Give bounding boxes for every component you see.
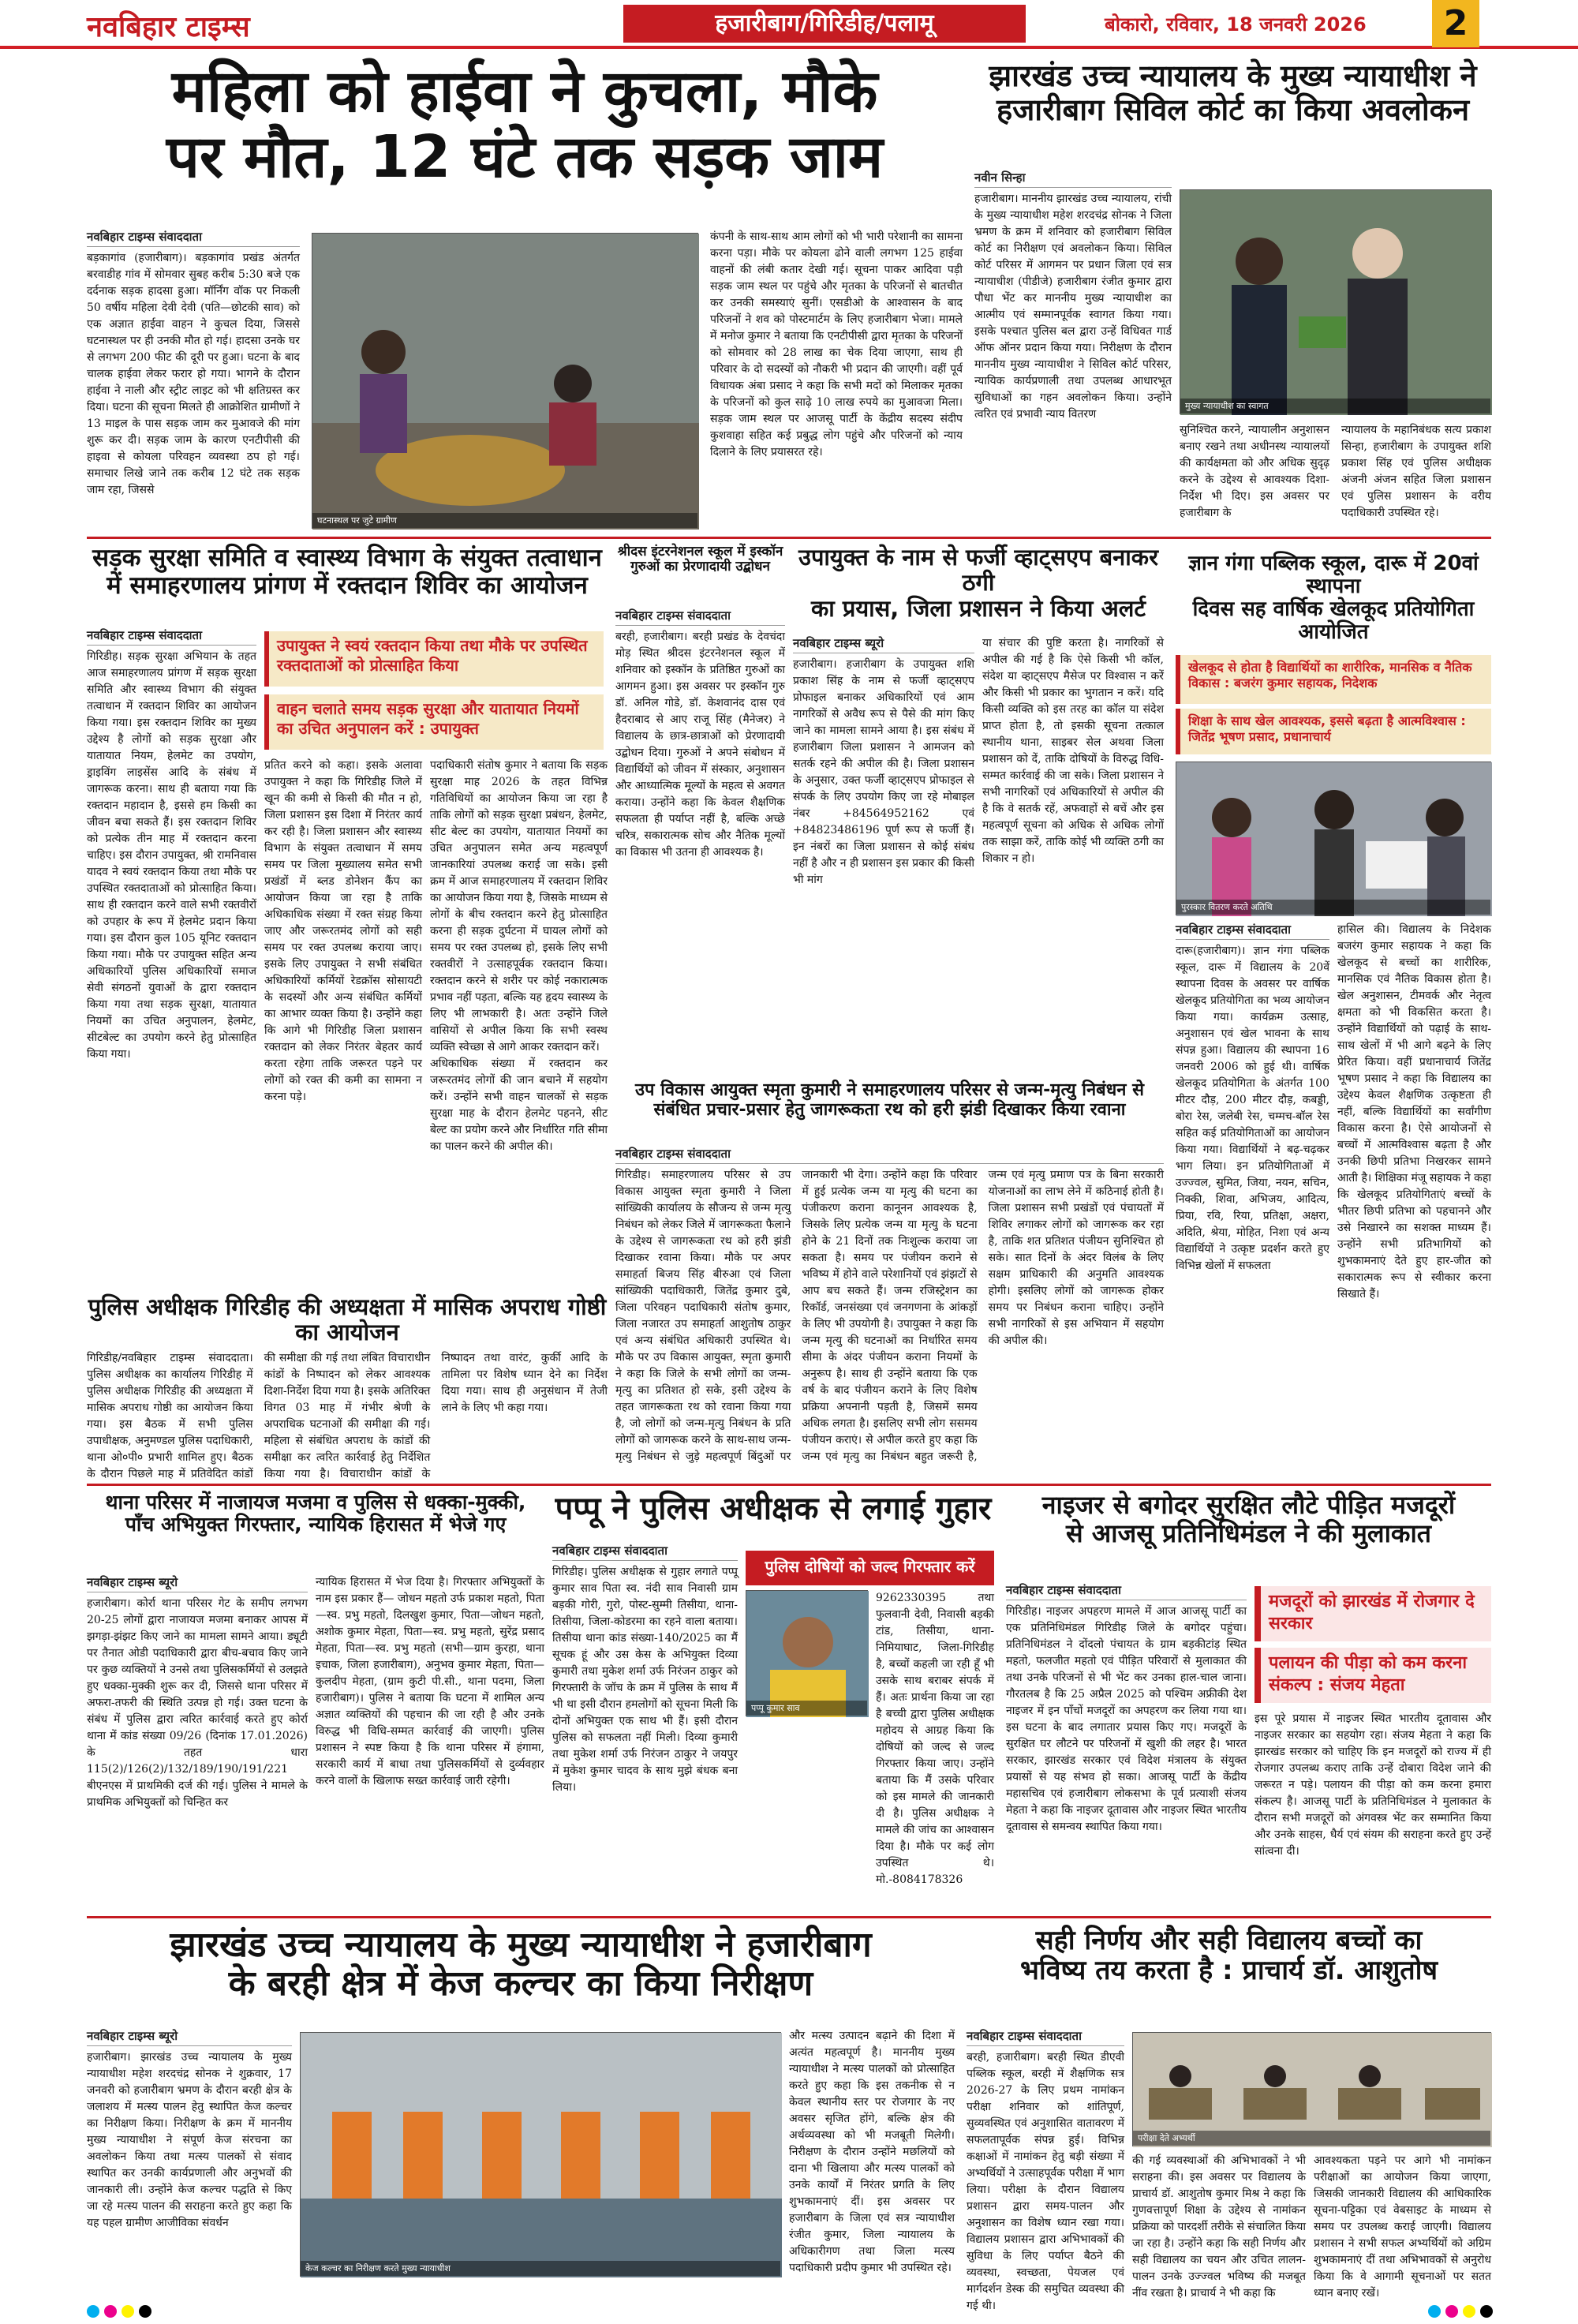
masthead [0,0,1578,49]
jnm-columns [615,1167,1164,1475]
divider [87,1916,1491,1918]
naizar-body-col1: गिरिडीह। नाइजर अपहरण मामले में आज आजसू पार्टी का एक प्रतिनिधिमंडल गिरिडीह जिले के बगोदर पहुंचा। प्रतिनिधिमंडल ने दोंदलो पंचायत के ग्राम बड़कीटांड़ स्थित महतो, फलजीत महतो एवं पीड़ित परिवारों से मुलाकात की तथा उनके परिजनों से भी भेंट कर उनका हाल-चाल जाना। गौरतलब है कि 25 अप्रैल 2025 को पश्चिम अफ्रीकी देश नाइजर में इन पाँचों मजदूरों का अपहरण कर लिया गया था। इस घटना के बाद लगातार प्रयास किए गए। मजदूरों के सुरक्षित घर लौटने पर परिजनों में खुशी की लहर है। भारत सरकार, झारखंड सरकार एवं विदेश मंत्रालय के संयुक्त प्रयासों से यह संभव हो सका। आजसू पार्टी के केंद्रीय महासचिव एवं हजारीबाग लोकसभा के पूर्व प्रत्याशी संजय मेहता ने कहा कि नाइजर दूतावास और नाइजर स्थित भारतीय दूतावास से समन्वय स्थापित किया गया। [1006,1605,1247,1833]
school-col3 [1314,2153,1491,2300]
police-station-col2 [316,1574,544,1910]
pappu-subhead: पुलिस दोषियों को जल्द गिरफ्तार करें [746,1551,994,1585]
police-station-col1 [87,1574,308,1910]
pappu-headline [552,1491,994,1543]
pappu-col1 [552,1543,738,1910]
jnm-headline [615,1081,1164,1144]
gyan-ganga-highlight-2: शिक्षा के साथ खेल आवश्यक, इससे बढ़ता है आत्मविश्वास : जितेंद्र भूषण प्रसाद, प्रधानाचार्य [1176,709,1491,754]
lead-headline [87,59,963,217]
jnm-body-col3: उपायुक्त ने कहा कि जन्म मृत्यु की घटनाओं का निर्धारित समय सीमा के अंदर पंजीयन कराना नियमों के अनुरूप है। साथ ही उन्होंने बताया कि एक वर्ष के बाद पंजीयन कराने के लिए विशेष प्रक्रिया अपनानी पड़ती है, जिसमें समय अधिक लगता है। इसलिए सभी लोग ससमय पंजीयन कराएं। [802,1318,978,1446]
lead-col1 [87,229,300,529]
police-station-body-col1: हजारीबाग। कोर्रा थाना परिसर गेट के समीप लगभग 20-25 लोगों द्वारा नाजायज मजमा बनाकर आपस में झगड़ा-झंझट किए जाने का मामला सामने आया। ड्यूटी पर तैनात ओडी पदाधिकारी द्वारा बीच-बचाव किए जाने पर कुछ व्यक्तियों ने उनसे तथा पुलिसकर्मियों से उलझते हुए धक्का-मुक्की शुरू कर दी, जिससे थाना परिसर में अफरा-तफरी की स्थिति उत्पन्न हो गई। उक्त घटना के संबंध में पुलिस द्वारा त्वरित कार्रवाई करते हुए कोर्रा थाना में कांड संख्या 09/26 (दिनांक 17.01.2026) के तहत धारा 115(2)/126(2)/132/189/190/191/221 बीएनएस में प्राथमिकी दर्ज की गई। पुलिस ने मामले के प्राथमिक अभियुक्तों को चिन्हित कर [87,1597,308,1809]
gyan-ganga-body-col2: हासिल की। विद्यालय के निदेशक बजरंग कुमार सहायक ने कहा कि खेलकूद से बच्चों का शारीरिक, मानसिक एवं नैतिक विकास होता है। खेल अनुशासन, टीमवर्क और नेतृत्व क्षमता को भी विकसित करता है। उन्होंने विद्यार्थियों को पढ़ाई के साथ-साथ खेलों में भी आगे बढ़ने के लिए प्रेरित किया। वहीं प्रधानाचार्य जितेंद्र भूषण प्रसाद ने कहा कि विद्यालय का उद्देश्य केवल शैक्षणिक उत्कृष्टता ही नहीं, बल्कि विद्यार्थियों का सर्वांगीण विकास करना है। ऐसे आयोजनों से बच्चों में आत्मविश्वास बढ़ता है और उनकी छिपी प्रतिभा निखरकर सामने आती है। शिक्षिका मंजू सहायक ने कहा कि खेलकूद प्रतियोगिताएं बच्चों के भीतर छिपी प्रतिभा को पहचानने और उसे निखारने का सशक्त माध्यम हैं। उन्होंने सभी प्रतिभागियों को शुभकामनाएं देते हुए हार-जीत को सकारात्मक रूप से स्वीकार करना सिखाते हैं। [1337,923,1491,1300]
hc-bottom-photo [300,2032,781,2277]
crime-meeting [87,1294,608,1480]
gyan-ganga-photo-caption: पुरस्कार वितरण करते अतिथि [1176,900,1490,915]
lead-byline: नवबिहार टाइम्स संवाददाता [87,229,300,247]
naizar-headline-line1: नाइजर से बगोदर सुरक्षित लौटे पीड़ित मजदूरों [1041,1490,1456,1520]
pappu-photo [746,1590,868,1716]
naizar-byline: नवबिहार टाइम्स संवाददाता [1006,1582,1247,1600]
blood-camp-highlight-1: उपायुक्त ने स्वयं रक्तदान किया तथा मौके पर उपस्थित रक्तदाताओं को प्रोत्साहित किया [264,631,604,687]
hc-bottom-body-col2: और मत्स्य उत्पादन बढ़ाने की दिशा में अत्यंत महत्वपूर्ण है। माननीय मुख्य न्यायाधीश ने मत्स्य पालकों को प्रोत्साहित करते हुए कहा कि इस तकनीक से न केवल स्थानीय स्तर पर रोजगार के नए अवसर सृजित होंगे, बल्कि क्षेत्र की अर्थव्यवस्था को भी मजबूती मिलेगी। निरीक्षण के दौरान उन्होंने मछलियों को दाना भी खिलाया और मत्स्य पालकों को उनके कार्यों में निरंतर प्रगति के लिए शुभकामनाएं दीं। इस अवसर पर हजारीबाग के जिला एवं सत्र न्यायाधीश रंजीत कुमार, जिला न्यायालय के अधिकारीगण तथा जिला मत्स्य पदाधिकारी प्रदीप कुमार भी उपस्थित रहे। [789,2030,955,2274]
iskcon-byline: नवबिहार टाइम्स संवाददाता [615,608,785,626]
fake-whatsapp-col1 [793,635,974,1081]
police-station-headline [87,1491,544,1578]
jnm-body-col4: से अपील करते हुए कहा कि जन्म एवं मृत्यु का निबंधन बहुत जरूरी है, जन्म एवं मृत्यु प्रमाण पत्र के बिना सरकारी योजनाओं का लाभ लेने में कठिनाई होती है। जिला प्रशासन सभी प्रखंडों एवं पंचायतों में शिविर लगाकर लोगों को जागरूक कर रहा है, ताकि शत प्रतिशत पंजीयन सुनिश्चित हो सके। [802,1169,1164,1463]
crime-meeting-headline: पुलिस अधीक्षक गिरिडीह की अध्यक्षता में मासिक अपराध गोष्ठी का आयोजन [88,1293,607,1346]
fake-whatsapp-byline: नवबिहार टाइम्स ब्यूरो [793,635,974,653]
hc-top-headline-line2: हजारीबाग सिविल कोर्ट का किया अवलोकन [996,92,1470,127]
blood-camp-headline [87,545,608,623]
hc-bottom-photo-caption: केज कल्चर का निरीक्षण करते मुख्य न्यायाधीश [301,2261,780,2276]
pappu-body-col1: गिरिडीह। पुलिस अधीक्षक से गुहार लगाते पप्पू कुमार साव पिता स्व. नंदी साव निवासी ग्राम बड़की गोरी, गुरो, पोस्ट-सुम्मी तिसीया, थाना-तिसीया, जिला-कोडरमा का रहने वाला बताया। तिसीया थाना कांड संख्या-140/2025 का मैं सूचक हूं और उस केस के अभियुक्त दिव्या कुमारी तथा मुकेश शर्मा उर्फ निरंजन ठाकुर को गिरफ्तारी के जॉच के क्रम में पुलिस के साथ मैं भी था इसी दौरान हमलोगों को सूचना मिली कि दोनों अभियुक्त एक साथ भी हैं। इसी दौरान पुलिस को सफलता नहीं मिली। दिव्या कुमारी तथा मुकेश शर्मा उर्फ निरंजन ठाकुर ने जयपुर में मुकेश कुमार चादव के साथ मुझे बंधक बना लिया। [552,1566,738,1794]
lead-col2 [710,229,963,529]
gyan-ganga-byline: नवबिहार टाइम्स संवाददाता [1176,922,1329,940]
iskcon-headline-line2: गुरुओं का प्रेरणादायी उद्बोधन [630,559,770,575]
iskcon-body [615,608,785,1081]
gyan-ganga-headline [1176,552,1491,647]
blood-camp-headline-line2: में समाहरणालय प्रांगण में रक्तदान शिविर का आयोजन [107,571,588,600]
blood-camp-body-col4: अधिकाधिक संख्या में रक्तदान कर जरूरतमंद लोगों की जान बचाने में सहयोग करें। उन्होंने सभी वाहन चालकों से सड़क सुरक्षा माह के दौरान हेलमेट पहनने, सीट बेल्ट का प्रयोग करने और निर्धारित गति सीमा का पालन करने की अपील की। [430,1057,608,1153]
hc-top-byline: नवीन सिन्हा [974,170,1172,188]
gyan-ganga-headline-line2: दिवस सह वार्षिक खेलकूद प्रतियोगिता आयोजित [1192,597,1475,645]
school-body-col2: की गई व्यवस्थाओं की अभिभावकों ने भी सराहना की। इस अवसर पर विद्यालय के प्राचार्य डॉ. आशुतोष कुमार मिश्र ने कहा कि गुणवत्तापूर्ण शिक्षा के उद्देश्य से नामांकन प्रक्रिया को पारदर्शी तरीके से संचालित किया जा रहा है। उन्होंने कहा कि सही निर्णय और सही विद्यालय का चयन और उचित लालन-पालन उनके उज्ज्वल भविष्य की मजबूत नींव रखता है। प्राचार्य ने भी कहा कि [1132,2154,1306,2300]
hc-bottom-photo-illustration [301,2033,782,2277]
fake-whatsapp-body-col2: या संचार की पुष्टि करता है। नागरिकों से अपील की गई है कि ऐसे किसी भी कॉल, संदेश या व्हाट्सएप मैसेज पर विश्वास न करें और किसी भी प्रकार का भुगतान न करें। यदि किसी व्यक्ति को इस तरह का कॉल या संदेश प्राप्त होता है, तो इसकी सूचना तत्काल स्थानीय थाना, साइबर सेल अथवा जिला प्रशासन को दें, ताकि दोषियों के विरुद्ध विधि-सम्मत कार्रवाई की जा सके। जिला प्रशासन ने सभी नागरिकों एवं अधिकारियों से अपील की है कि वे सतर्क रहें, अफवाहों से बचें और इस महत्वपूर्ण सूचना को अधिक से अधिक लोगों तक साझा करें, ताकि कोई भी व्यक्ति ठगी का शिकार न हो। [982,637,1164,865]
pappu-col2 [876,1590,994,1910]
lead-body-col2: कंपनी के साथ-साथ आम लोगों को भी भारी परेशानी का सामना करना पड़ा। मौके पर कोयला ढोने वाली लगभग 125 हाईवा वाहनों की लंबी कतार देखी गई। सूचना पाकर आदिवा पड़ी सड़क जाम स्थल पर पहुंचे और मृतका के परिजनों से बातचीत कर उनकी समस्याएं सुनीं। एसडीओ के आश्वासन के बाद परिजनों ने शव को पोस्टमार्टम के लिए हजारीबाग भेजा। मामले में मनोज कुमार ने बताया कि एनटीपीसी द्वारा मृतका के परिजनों को सोमवार को 28 लाख का चेक दिया जाएगा, साथ ही परिवार के दो सदस्यों को नौकरी भी प्रदान की जाएगी। वहीं पूर्व विधायक अंबा प्रसाद ने कहा कि सभी मदों को मिलाकर मृतका के परिजनों को कुल साढ़े 10 लाख रुपये का मुआवजा मिला। सड़क जाम स्थल पर आजसू पार्टी के केंद्रीय सदस्य संदीप कुशवाहा सहित कई प्रबुद्ध लोग पहुंचे और परिजनों को न्याय दिलाने के लिए प्रयासरत रहे। [710,230,963,458]
hc-bottom-headline-line2: के बरही क्षेत्र में केज कल्चर का किया निरीक्षण [228,1963,813,2004]
hc-bottom-headline [87,1925,955,2024]
hc-top-photo-caption: मुख्य न्यायाधीश का स्वागत [1180,399,1490,414]
hc-top-body-col3: न्यायालय के महानिबंधक सत्य प्रकाश सिन्हा, हजारीबाग के उपायुक्त शशि प्रकाश सिंह एवं पुलिस अधीक्षक अंजनी अंजन सहित जिला प्रशासन एवं पुलिस प्रशासन के वरीय पदाधिकारी उपस्थित रहे। [1341,424,1491,519]
divider [87,1484,1491,1486]
fake-whatsapp-headline-line2: का प्रयास, जिला प्रशासन ने किया अलर्ट [810,594,1146,622]
naizar-bullet-1: मजदूरों को झारखंड में रोजगार दे सरकार [1255,1586,1491,1641]
gyan-ganga-photo [1176,762,1491,915]
jnm-body-col1: गिरिडीह। समाहरणालय परिसर से उप विकास आयुक्त स्मृता कुमारी ने जिला सांख्यिकी कार्यालय के सौजन्य से जन्म मृत्यु निबंधन को लेकर जिले में जागरूकता फैलाने के उद्देश्य से जागरूकता रथ को हरी झंडी दिखाकर रवाना किया। मौके पर अपर समाहर्ता बिजय सिंह बीरुआ एवं जिला सांख्यिकी पदाधिकारी, जितेंद्र कुमार दुबे, जिला परिवहन पदाधिकारी संतोष कुमार, जिला नजारत उप समाहर्ता आशुतोष ठाकुर एवं अन्य संबंधित अधिकारी उपस्थित थे। मौके पर उप विकास आयुक्त, स्मृता कुमारी ने कहा कि जिले के सभी लोगों का जन्म-मृत्यु का प्रतिशत हो सके, इसी उद्देश्य के तहत जागरूकता रथ को रवाना किया गया है, जो लोगों को जन्म-मृत्यु निबंधन के प्रति [615,1169,791,1430]
hc-top-body-col2: सुनिश्चित करने, न्यायालीन अनुशासन बनाए रखने तथा अधीनस्थ न्यायालयों की कार्यक्षमता को और अधिक सुदृढ़ करने के उद्देश्य से आवश्यक दिशा-निर्देश भी दिए। इस अवसर पर हजारीबाग के [1180,424,1329,519]
lead-photo-caption: घटनास्थल पर जुटे ग्रामीण [312,513,697,528]
naizar-col2 [1255,1711,1491,1910]
naizar-body-col2: इस पूरे प्रयास में नाइजर स्थित भारतीय दूतावास और नाइजर सरकार का सहयोग रहा। संजय मेहता ने कहा कि झारखंड सरकार को चाहिए कि इन मजदूरों को राज्य में ही रोजगार उपलब्ध कराए ताकि उन्हें दोबारा विदेश जाने की जरूरत न पड़े। पलायन की पीड़ा को कम करना हमारा संकल्प है। आजसू पार्टी के प्रतिनिधिमंडल ने मुलाकात के दौरान सभी मजदूरों को अंगवस्त्र भेंट कर सम्मानित किया और उनके साहस, धैर्य एवं संयम की सराहना करते हुए उन्हें सांत्वना दी। [1255,1712,1491,1858]
jnm-headline-line1: उप विकास आयुक्त स्मृता कुमारी ने समाहरणालय परिसर से जन्म-मृत्यु निबंधन से [635,1080,1144,1100]
dateline: बोकारो, रविवार, 18 जनवरी 2026 [1105,13,1367,36]
fake-whatsapp-headline [793,545,1164,631]
jnm-body-col2: लोगों को जागरूक करने के साथ-साथ जन्म-मृत्यु निबंधन से जुड़े महत्वपूर्ण बिंदुओं पर जानकारी भी देगा। उन्होंने कहा कि परिवार में हुई प्रत्येक जन्म या मृत्यु की घटना का पंजीकरण कराना कानूनन आवश्यक है, जिसके लिए प्रत्येक जन्म या मृत्यु के घटना होने के 21 दिनों तक निःशुल्क कराया जा सकता है। समय पर पंजीयन कराने से भविष्य में होने वाले परेशानियों एवं झंझटों से आप बच सकते हैं। जन्म रजिस्ट्रेशन का रिकॉर्ड, जनसंख्या एवं जनगणना के आंकड़ों के लिए भी उपयोगी है। [615,1169,978,1463]
blood-camp-col2 [264,758,422,1290]
registration-mark [87,2305,99,2318]
pappu-photo-illustration [746,1591,869,1717]
registration-mark [139,2305,151,2318]
gyan-ganga-body-col1: दारू(हजारीबाग)। ज्ञान गंगा पब्लिक स्कूल, दारू में विद्यालय के 20वें स्थापना दिवस के अवसर पर वार्षिक खेलकूद प्रतियोगिता का भव्य आयोजन किया गया। कार्यक्रम उत्साह, अनुशासन एवं खेल भावना के साथ संपन्न हुआ। विद्यालय की स्थापना 16 जनवरी 2006 को हुई थी। वार्षिक खेलकूद प्रतियोगिता के अंतर्गत 100 मीटर दौड़, 200 मीटर दौड़, कबड्डी, बोरा रेस, जलेबी रेस, चम्मच-बॉल रेस सहित कई प्रतियोगिताओं का आयोजन किया गया। विद्यार्थियों ने बढ़-चढ़कर भाग लिया। इन प्रतियोगिताओं में उज्ज्वल, सुमित, जिया, नयन, सचिन, निक्की, शिवा, अभिजय, आदित्य, प्रिया, रवि, रिया, प्रतिक्षा, अक्षरा, अदिति, श्रेया, मोहित, निशा एवं अन्य विद्यार्थियों ने उत्कृष्ट प्रदर्शन करते हुए विभिन्न खेलों में सफलता [1176,945,1329,1272]
blood-camp-col3 [430,758,608,1290]
blood-camp-col1 [87,627,256,1290]
hc-top-headline [974,59,1491,162]
hc-bottom-col1 [87,2028,292,2281]
naizar-bullet-2: पलायन की पीड़ा को कम करना संकल्प : संजय मेहता [1255,1648,1491,1703]
registration-mark [1480,2305,1493,2318]
hc-bottom-body-col1: हजारीबाग। झारखंड उच्च न्यायालय के मुख्य न्यायाधीश महेश शरदचंद्र सोनक ने शुक्रवार, 17 जनवरी को हजारीबाग भ्रमण के दौरान बरही क्षेत्र के जलाशय में मत्स्य पालन हेतु स्थापित केज कल्चर का निरीक्षण किया। निरीक्षण के क्रम में माननीय मुख्य न्यायाधीश ने संपूर्ण केज संरचना का अवलोकन किया तथा मत्स्य पालकों से संवाद स्थापित कर उनकी कार्यप्रणाली और अनुभवों की जानकारी ली। उन्होंने केज कल्चर पद्धति से किए जा रहे मत्स्य पालन की सराहना करते हुए कहा कि यह पहल ग्रामीण आजीविका संवर्धन [87,2051,292,2229]
blood-camp-body-col1: गिरिडीह। सड़क सुरक्षा अभियान के तहत आज समाहरणालय प्रांगण में सड़क सुरक्षा समिति और स्वास्थ्य विभाग की संयुक्त तत्वाधान में रक्तदान शिविर का आयोजन किया गया। इस रक्तदान शिविर का मुख्य उद्देश्य है लोगों को सड़क सुरक्षा और यातायात नियम, हेलमेट का उपयोग, ड्राइविंग लाइसेंस आदि के संबंध में जागरूक करना। साथ ही बताया गया कि रक्तदान महादान है, इससे हम किसी का जीवन बचा सकते हैं। इस रक्तदान शिविर को प्रत्येक तीन माह में रक्तदान करना चाहिए। इस दौरान उपायुक्त, श्री रामनिवास यादव ने स्वयं रक्तदान किया तथा मौके पर उपस्थित रक्तदाताओं को प्रोत्साहित किया। साथ ही रक्तदान करने वाले सभी रक्तवीरों को उपहार के रूप में हेलमेट प्रदान किया गया। इस दौरान कुल 105 यूनिट रक्तदान किया गया। मौके पर उपायुक्त सहित अन्य अधिकारियों पुलिस अधिकारियों समाज सेवी संगठनों युवाओं के द्वारा रक्तदान किया गया तथा सड़क सुरक्षा, यातायात नियमों का उचित अनुपालन, हेलमेट, सीटबेल्ट का उपयोग करने हेतु प्रोत्साहित किया गया। [87,650,256,1061]
gyan-ganga-headline-line1: ज्ञान गंगा पब्लिक स्कूल, दारू में 20वां स्थापना [1188,552,1479,599]
school-byline: नवबिहार टाइम्स संवाददाता [967,2028,1124,2046]
hc-top-body-col1: हजारीबाग। माननीय झारखंड उच्च न्यायालय, रांची के मुख्य न्यायाधीश महेश शरदचंद्र सोनक ने जिला भ्रमण के क्रम में शनिवार को हजारीबाग सिविल कोर्ट का निरीक्षण एवं अवलोकन किया। सिविल कोर्ट परिसर में आगमन पर प्रधान जिला एवं सत्र न्यायाधीश (पीडीजे) हजारीबाग रंजीत कुमार द्वारा पौधा भेंट कर माननीय मुख्य न्यायाधीश का आत्मीय एवं सम्मानपूर्वक स्वागत किया गया। इसके पश्चात पुलिस बल द्वारा उन्हें विधिवत गार्ड ऑफ ऑनर प्रदान किया गया। निरीक्षण के दौरान माननीय मुख्य न्यायाधीश ने सिविल कोर्ट परिसर, न्यायिक कार्यप्रणाली तथा उपलब्ध आधारभूत सुविधाओं का गहन अवलोकन किया। उन्होंने त्वरित एवं प्रभावी न्याय वितरण [974,193,1172,421]
fake-whatsapp-col2 [982,635,1164,1081]
gyan-ganga-col1 [1176,922,1329,1478]
jnm-headline-line2: संबंधित प्रचार-प्रसार हेतु जागरूकता रथ को हरी झंडी दिखाकर किया रवाना [653,1099,1126,1120]
blood-camp-byline: नवबिहार टाइम्स संवाददाता [87,627,256,646]
naizar-headline [1006,1491,1491,1578]
registration-mark [1445,2305,1458,2318]
hc-bottom-headline-line1: झारखंड उच्च न्यायालय के मुख्य न्यायाधीश ने हजारीबाग [170,1925,872,1965]
police-station-headline-line2: पाँच अभियुक्त गिरफ्तार, न्यायिक हिरासत में भेजे गए [125,1513,507,1536]
blood-camp-highlight-2: वाहन चलाते समय सड़क सुरक्षा और यातायात नियमों का उचित अनुपालन करें : उपायुक्त [264,694,604,750]
naizar-col1 [1006,1582,1247,1910]
gyan-ganga-col2 [1337,922,1491,1478]
blood-camp-body-col3: पदाधिकारी संतोष कुमार ने बताया कि सड़क सुरक्षा माह 2026 के तहत विभिन्न गतिविधियों का आयोजन किया जा रहा है ताकि लोगों को सड़क सुरक्षा प्रबंधन, हेलमेट, सीट बेल्ट का उपयोग, यातायात नियमों का उचित अनुपालन समेत अन्य महत्वपूर्ण जानकारियां उपलब्ध कराई जा सके। इसी क्रम में आज समाहरणालय में रक्तदान शिविर का आयोजन किया गया है, जिसके माध्यम से लोगों के बीच रक्तदान करने हेतु प्रोत्साहित करना ही सड़क दुर्घटना में घायल लोगों को समय पर रक्त उपलब्ध हो, इसके लिए सभी रक्तवीरों ने उत्साहपूर्वक रक्तदान किया। रक्तदान करने से शरीर पर कोई नकारात्मक प्रभाव नहीं पड़ता, बल्कि यह हृदय स्वास्थ्य के लिए भी लाभकारी है। अतः उन्होंने जिले वासियों से अपील किया कि सभी स्वस्थ व्यक्ति स्वेच्छा से आगे आकर रक्तदान करें। [430,759,608,1053]
lead-headline-line1: महिला को हाईवा ने कुचला, मौके [171,58,878,125]
crime-meeting-body: गिरिडीह/नवबिहार टाइम्स संवाददाता। पुलिस अधीक्षक का कार्यालय गिरिडीह में पुलिस अधीक्षक गिरिडीह की अध्यक्षता में मासिक अपराध गोष्ठी का आयोजन किया गया। इस बैठक में सभी पुलिस उपाधीक्षक, अनुमण्डल पुलिस पदाधिकारी, थाना ओ०पी० प्रभारी शामिल हुए। बैठक के दौरान पिछले माह में प्रतिवेदित कांडों की समीक्षा की गई तथा लंबित विचाराधीन कांडों के निष्पादन को लेकर आवश्यक दिशा-निर्देश दिया गया है। इसके अतिरिक्त विगत 03 माह में गंभीर श्रेणी के अपराधिक घटनाओं की समीक्षा की गई। महिला से संबंधित अपराध के कांडों की समीक्षा कर त्वरित कार्रवाई हेतु निर्देशित किया गया है। विचाराधीन कांडों के निष्पादन तथा वारंट, कुर्की आदि के तामिला पर विशेष ध्यान देने का निर्देश दिया गया। साथ ही अनुसंधान में तेजी लाने के लिए भी कहा गया। [87,1351,608,1480]
hc-top-photo [1180,189,1491,414]
hc-bottom-col2 [789,2028,955,2281]
pappu-body-col2: 9262330395 तथा फुलवानी देवी, निवासी बड़की टांड, तिसीया, थाना-निमियाघाट, जिला-गिरिडीह है, बच्चों कहली जा रही हूँ भी उसके साथ बराबर संपर्क में हैं। अतः प्रार्थना किया जा रहा है बच्ची द्वारा पुलिस अधीक्षक महोदय से आग्रह किया कि दोषियों को जल्द से जल्द गिरफ्तार किया जाए। उन्होंने बताया कि मैं उसके परिवार को इस मामले की जानकारी दी है। पुलिस अधीक्षक ने मामले की जांच का आश्वासन दिया है। मौके पर कई लोग उपस्थित थे। मो.-8084178326 [876,1592,994,1886]
section-label: हजारीबाग/गिरिडीह/पलामू [623,5,1026,43]
blood-camp-headline-line1: सड़क सुरक्षा समिति व स्वास्थ्य विभाग के संयुक्त तत्वाधान [92,544,602,572]
paper-name: नवबिहार टाइम्स [87,11,250,43]
pappu-headline-text: पप्पू ने पुलिस अधीक्षक से लगाई गुहार [555,1491,992,1527]
lead-photo [312,233,698,529]
print-registration-bar [0,2288,1578,2324]
gyan-ganga-photo-illustration [1176,762,1492,916]
police-station-byline: नवबिहार टाइम्स ब्यूरो [87,1574,308,1592]
jnm-body [615,1146,1164,1477]
school-headline [967,1925,1491,2024]
police-station-body-col2: न्यायिक हिरासत में भेज दिया है। गिरफ्तार अभियुक्तों के नाम इस प्रकार हैं— जोधन महतो उर्फ प्रकाश महतो, पिता—स्व. प्रभु महतो, दिलखुश कुमार, पिता—जोधन महतो, अशोक कुमार मेहता, पिता—स्व. प्रभु महतो, सुरेंद्र प्रसाद मेहता, पिता—स्व. प्रभु महतो (सभी—ग्राम कुरहा, थाना इचाक, जिला हजारीबाग), अनुभव कुमार मेहता, पिता—कुलदीप मेहता, (ग्राम कुटी पी.सी., थाना पदमा, जिला हजारीबाग)। पुलिस ने बताया कि घटना में शामिल अन्य अज्ञात व्यक्तियों की पहचान की जा रही है और उनके विरुद्ध भी विधि-सम्मत कार्रवाई की जाएगी। पुलिस प्रशासन ने स्पष्ट किया है कि थाना परिसर में हंगामा, सरकारी कार्य में बाधा तथा पुलिसकर्मियों से दुर्व्यवहार करने वालों के खिलाफ सख्त कार्रवाई जारी रहेगी। [316,1576,544,1787]
registration-mark [1463,2305,1475,2318]
lead-headline-line2: पर मौत, 12 घंटे तक सड़क जाम [166,122,884,191]
registration-mark [104,2305,117,2318]
blood-camp-body-col2: प्रतित करने को कहा। इसके अलावा उपायुक्त ने कहा कि गिरिडीह जिले में खून की कमी से किसी की मौत न हो, जिला प्रशासन इस दिशा में निरंतर कार्य कर रही है। जिला प्रशासन और स्वास्थ्य विभाग के संयुक्त तत्वाधान में समय समय पर जिला मुख्यालय समेत सभी प्रखंडों में ब्लड डोनेशन कैंप का आयोजन किया जा रहा है ताकि अधिकाधिक संख्या में रक्त संग्रह किया जाए और जरूरतमंद लोगों को सही समय पर रक्त उपलब्ध कराया जाए। इसके लिए उपायुक्त ने सभी संबंधित अधिकारियों कर्मियों रेडक्रॉस सोसायटी के सदस्यों और अन्य संबंधित कर्मियों का आभार व्यक्त किया है। उन्होंने कहा कि आगे भी गिरिडीह जिला प्रशासन रक्तदान को लेकर निरंतर बेहतर कार्य करता रहेगा ताकि जरूरत पड़ने पर लोगों को रक्त की कमी का सामना न करना पड़े। [264,759,422,1103]
hc-top-col1 [974,170,1172,529]
pappu-photo-caption: पप्पू कुमार साव [746,1701,867,1716]
school-col1 [967,2028,1124,2312]
jnm-byline: नवबिहार टाइम्स संवाददाता [615,1146,1164,1164]
page-number: 2 [1432,0,1479,47]
iskcon-headline-line1: श्रीदस इंटरनेशनल स्कूल में इस्कॉन [617,544,783,559]
iskcon-body-text: बरही, हजारीबाग। बरही प्रखंड के देवचंदा मोड़ स्थित श्रीदस इंटरनेशनल स्कूल में शनिवार को इस्कॉन के प्रतिष्ठित गुरुओं का आगमन हुआ। इस अवसर पर इस्कॉन गुरु डॉ. अनिल गोडे, डॉ. केशवानंद दास एवं हैदराबाद से आए राजू सिंह (मैनेजर) ने विद्यालय के छात्र-छात्राओं को प्रेरणादायी उद्बोधन दिया। गुरुओं ने अपने संबोधन में विद्यार्थियों को जीवन में संस्कार, अनुशासन और आध्यात्मिक मूल्यों के महत्व से अवगत कराया। उन्होंने कहा कि केवल शैक्षणिक सफलता ही पर्याप्त नहीं है, बल्कि अच्छे चरित्र, सकारात्मक सोच और नैतिक मूल्यों का विकास भी उतना ही आवश्यक है। [615,631,785,859]
fake-whatsapp-headline-line1: उपायुक्त के नाम से फर्जी व्हाट्सएप बनाकर ठगी [798,544,1158,597]
gyan-ganga-highlight-1: खेलकूद से होता है विद्यार्थियों का शारीरिक, मानसिक व नैतिक विकास : बजरंग कुमार सहायक, निदेशक [1176,655,1491,704]
hc-top-col3 [1341,422,1491,529]
hc-top-headline-line1: झारखंड उच्च न्यायालय के मुख्य न्यायाधीश ने [989,58,1477,93]
school-photo [1132,2032,1491,2146]
police-station-headline-line1: थाना परिसर में नाजायज मजमा व पुलिस से धक्का-मुक्की, [105,1491,526,1514]
lead-photo-illustration [312,234,699,530]
school-headline-line2: भविष्य तय करता है : प्राचार्य डॉ. आशुतोष [1019,1955,1438,1987]
school-photo-caption: परीक्षा देते अभ्यर्थी [1133,2131,1490,2146]
school-col2 [1132,2153,1306,2300]
hc-bottom-byline: नवबिहार टाइम्स ब्यूरो [87,2028,292,2046]
school-body-col3: आवश्यकता पड़ने पर आगे भी नामांकन परीक्षाओं का आयोजन किया जाएगा, जिसकी जानकारी विद्यालय की आधिकारिक सूचना-पट्टिका एवं वेबसाइट के माध्यम से समय पर उपलब्ध कराई जाएगी। विद्यालय प्रशासन ने सभी सफल अभ्यर्थियों को अग्रिम शुभकामनाएं दीं तथा अभिभावकों से अनुरोध किया कि वे आगामी सूचनाओं पर सतत ध्यान बनाए रखें। [1314,2154,1491,2300]
pappu-byline: नवबिहार टाइम्स संवाददाता [552,1543,738,1561]
jnm-body-col5: सात दिनों के अंदर विलंब के लिए सक्षम प्राधिकारी की अनुमति आवश्यक होगी। इसलिए लोगों को जागरूक होकर समय पर निबंधन कराना चाहिए। उन्होंने सभी नागरिकों से इस अभियान में सहयोग की अपील की। [988,1252,1164,1347]
school-headline-line1: सही निर्णय और सही विद्यालय बच्चों का [1035,1925,1423,1956]
naizar-headline-line2: से आजसू प्रतिनिधिमंडल ने की मुलाकात [1066,1518,1431,1548]
hc-top-col2 [1180,422,1329,529]
lead-body-col1: बड़कागांव (हजारीबाग)। बड़कागांव प्रखंड अंतर्गत बरवाडीह गांव में सोमवार सुबह करीब 5:30 बजे एक दर्दनाक सड़क हादसा हुआ। मॉर्निंग वॉक पर निकली 50 वर्षीय महिला देवी देवी (पति—छोटकी साव) को एक अज्ञात हाईवा वाहन ने कुचल दिया, जिससे घटनास्थल पर ही उनकी मौत हो गई। हादसा उनके घर से लगभग 200 फीट की दूरी पर हुआ। घटना के बाद चालक हाईवा लेकर फरार हो गया। भागने के दौरान हाईवा ने नाली और स्ट्रीट लाइट को भी क्षतिग्रस्त कर दिया। घटना की सूचना मिलते ही आक्रोशित ग्रामीणों ने 13 माइल के पास सड़क जाम कर मुआवजे की मांग शुरू कर दी। सड़क जाम के कारण एनटीपीसी की हाइवा से कोयला परिवहन व्यवस्था ठप हो गई। समाचार लिखे जाने तक करीब 12 घंटे तक सड़क जाम रहा, जिससे [87,252,300,496]
school-body-col1: बरही, हजारीबाग। बरही स्थित डीएवी पब्लिक स्कूल, बरही में शैक्षणिक सत्र 2026-27 के लिए प्रथम नामांकन परीक्षा शनिवार को शांतिपूर्ण, सुव्यवस्थित एवं अनुशासित वातावरण में सफलतापूर्वक संपन्न हुई। विभिन्न कक्षाओं में नामांकन हेतु बड़ी संख्या में अभ्यर्थियों ने उत्साहपूर्वक परीक्षा में भाग लिया। परीक्षा के दौरान विद्यालय प्रशासन द्वारा समय-पालन और अनुशासन का विशेष ध्यान रखा गया। विद्यालय प्रशासन द्वारा अभिभावकों की सुविधा के लिए पर्याप्त बैठने की व्यवस्था, स्वच्छता, पेयजल एवं मार्गदर्शन डेस्क की समुचित व्यवस्था की गई थी। [967,2051,1124,2312]
hc-top-photo-illustration [1180,190,1492,415]
registration-mark [1428,2305,1441,2318]
fake-whatsapp-body-col1: हजारीबाग। हजारीबाग के उपायुक्त शशि प्रकाश सिंह के नाम से फर्जी व्हाट्सएप प्रोफाइल बनाकर अधिकारियों एवं आम नागरिकों से अवैध रूप से पैसे की मांग किए जाने का मामला सामने आया है। इस संबंध में हजारीबाग जिला प्रशासन ने आमजन को सतर्क रहने की अपील की है। जिला प्रशासन के अनुसार, उक्त फर्जी व्हाट्सएप प्रोफाइल से संपर्क के लिए उपयोग किए जा रहे मोबाइल नंबर +84564952162 एवं +84823486196 पूर्ण रूप से फर्जी हैं। इन नंबरों का जिला प्रशासन से कोई संबंध नहीं है और न ही प्रशासन इस प्रकार की किसी भी मांग [793,658,974,886]
registration-mark [122,2305,134,2318]
divider [87,537,1491,539]
